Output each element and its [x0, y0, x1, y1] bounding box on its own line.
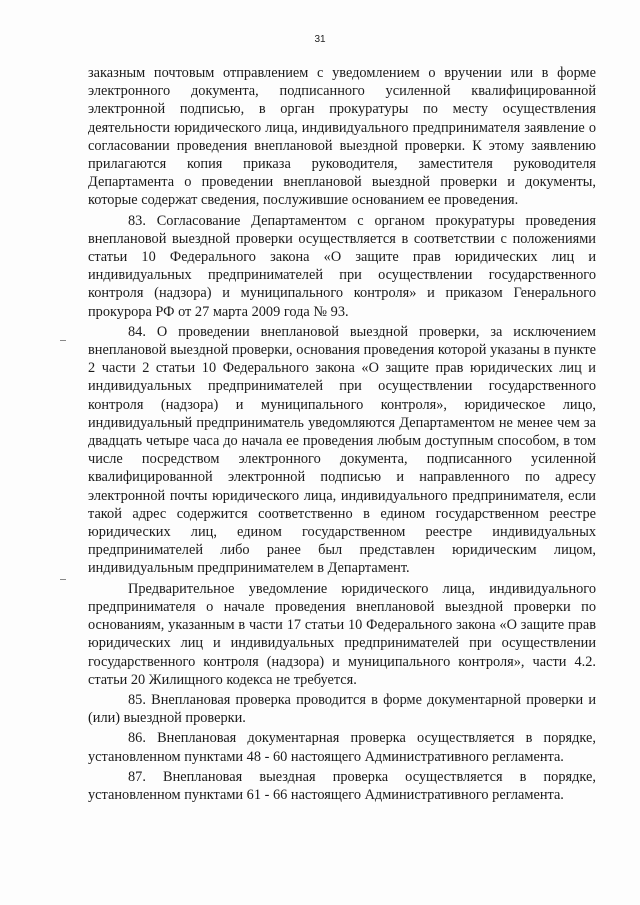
document-body — [88, 64, 596, 806]
paragraph-preliminary-notice: Предварительное уведомление юридического лица, индивидуального предпринимателя о начале проведения внеплановой выездной проверки по основаниям, указанным в части 17 статьи 10 Федерального закона «О защите прав юридических лиц и индивидуальных предпринимателей при осуществлении государственного контроля (надзора) и муниципального контроля», части 4.2. статьи 20 Жилищного кодекса не требуется. — [88, 580, 596, 688]
margin-scan-mark — [60, 340, 66, 341]
paragraph-continuation: заказным почтовым отправлением с уведомлением о вручении или в форме электронного документа, подписанного усиленной квалифицированной электронной подписью, в орган прокуратуры по месту осуществления деятельности юридического лица, индивидуального предпринимателя заявление о согласовании проведения внеплановой выездной проверки. К этому заявлению прилагаются копия приказа руководителя, заместителя руководителя Департамента о проведении внеплановой выездной проверки и документы, которые содержат сведения, послужившие основанием ее проведения. — [88, 65, 596, 209]
margin-scan-mark — [60, 579, 66, 580]
paragraph-87: 87. Внеплановая выездная проверка осуществляется в порядке, установленном пунктами 61 - 66 настоящего Административного регламента. — [88, 768, 596, 803]
paragraph-85: 85. Внеплановая проверка проводится в форме документарной проверки и (или) выездной проверки. — [88, 691, 596, 727]
paragraph-86: 86. Внеплановая документарная проверка осуществляется в порядке, установленном пунктами 48 - 60 настоящего Административного регламента. — [88, 730, 596, 765]
paragraph-84: 84. О проведении внеплановой выездной проверки, за исключением внеплановой выездной проверки, основания проведения которой указаны в пункте 2 части 2 статьи 10 Федерального закона «О защите прав юридических лиц и индивидуальных предпринимателей при осуществлении государственного контроля (надзора) и муниципального контроля», юридическое лицо, индивидуальный предприниматель уведомляются Департаментом не менее чем за двадцать четыре часа до начала ее проведения любым доступным способом, в том числе посредством электронного документа, подписанного усиленной квалифицированной электронной подписью и направленного по адресу электронной почты юридического лица, индивидуального предпринимателя, если такой адрес содержится соответственно в едином государственном реестре юридических лиц, едином государственном реестре индивидуальных предпринимателей либо ранее был представлен юридическим лицом, индивидуальным предпринимателем в Департамент. — [88, 323, 596, 577]
paragraph-83: 83. Согласование Департаментом с органом прокуратуры проведения внеплановой выездной проверки осуществляется в соответствии с положениями статьи 10 Федерального закона «О защите прав юридических лиц и индивидуальных предпринимателей при осуществлении государственного контроля (надзора) и муниципального контроля» и приказом Генерального прокурора РФ от 27 марта 2009 года № 93. — [88, 212, 596, 320]
page-number: 31 — [314, 34, 326, 45]
